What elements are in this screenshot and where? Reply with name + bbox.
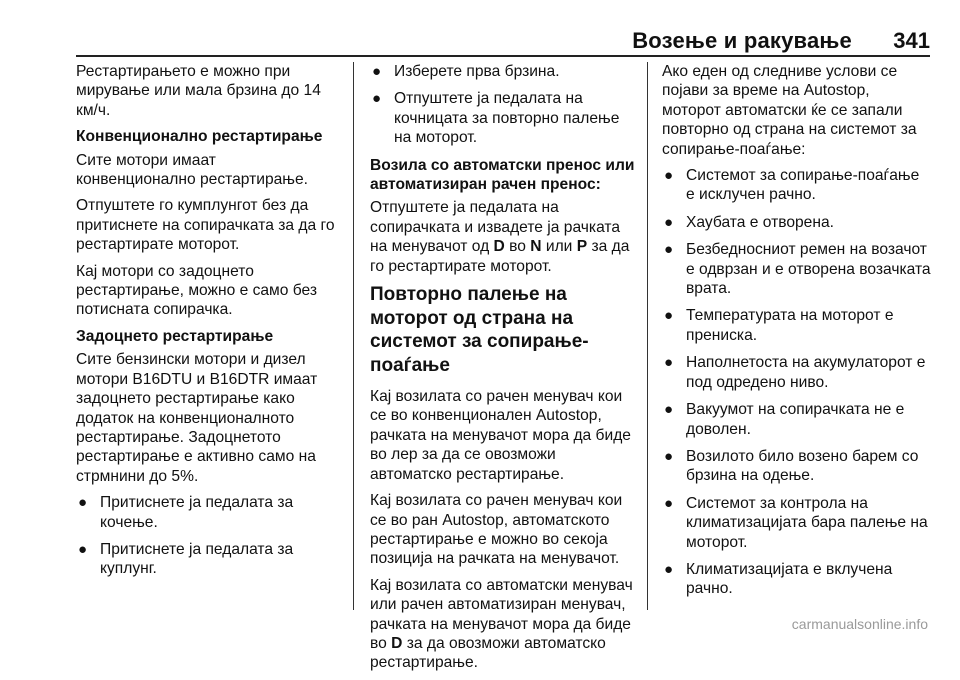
text-run: Кај возилата со автоматски менувач или рачен автоматизиран менувач, рачката на менувачот мора да биде во — [370, 576, 633, 652]
list-item — [370, 62, 638, 81]
list-item — [662, 353, 932, 392]
list-item-text: Отпуштете ја педалата на кочницата за повторно палење на моторот. — [394, 90, 620, 147]
list-item — [662, 240, 932, 298]
paragraph — [370, 198, 638, 276]
list-item-text: Безбедносниот ремен на возачот е одврзан и е отворена возачката врата. — [686, 241, 931, 298]
list-item-text: Вакуумот на сопирачката не е доволен. — [686, 401, 905, 438]
paragraph: Сите мотори имаат конвенционално рестартирање. — [76, 151, 308, 189]
paragraph — [370, 576, 638, 673]
bullet-icon: ● — [664, 307, 674, 325]
bullet-icon: ● — [664, 560, 674, 578]
column-1 — [76, 62, 338, 587]
list-item — [662, 213, 932, 232]
section-heading: Повторно палење на моторот од страна на системот за сопирање-поаѓање — [370, 284, 589, 376]
bullet-icon: ● — [372, 63, 382, 80]
list-item-text: Наполнетоста на акумулаторот е под одредено ниво. — [686, 354, 926, 391]
list-item-text: Притиснете ја педалата за кочење. — [100, 494, 294, 531]
subheading: Конвенционално рестартирање — [76, 128, 323, 146]
list-item-text: Системот за сопирање-поаѓање е исклучен рачно. — [686, 167, 920, 204]
paragraph: Отпуштете го кумплунгот без да притиснете на сопирачката за да го рестартирате моторот. — [76, 197, 335, 254]
list-item — [370, 89, 638, 147]
bullet-icon: ● — [664, 213, 674, 231]
header-rule — [76, 55, 930, 57]
watermark: carmanualsonline.info — [791, 616, 928, 632]
page-header — [0, 0, 960, 58]
paragraph: Кај мотори со задоцнето рестартирање, можно е само без потиснатa сопирачка. — [76, 262, 318, 319]
gear-letter: P — [576, 238, 588, 256]
subheading: Возила со автоматски пренос или автоматизиран рачен пренос: — [370, 156, 635, 194]
list-item-text: Возилото било возено барем со брзина на одење. — [686, 447, 919, 485]
text-run: за да овозможи автоматско рестартирање. — [370, 634, 606, 672]
list-item-text: Притиснете ја педалата за куплунг. — [100, 540, 294, 578]
list-item — [662, 306, 932, 345]
text-run: Отпуштете ја педалата на сопирачката и извадете ја рачката на менувачот од — [370, 199, 621, 256]
section-title: Возење и ракување — [632, 28, 852, 53]
bullet-icon: ● — [78, 494, 88, 512]
list-item — [76, 540, 338, 579]
list-item — [662, 166, 932, 205]
list-item — [662, 400, 932, 439]
list-item-text: Климатизацијата е вклучена рачно. — [686, 560, 893, 598]
list-item — [662, 560, 932, 599]
gear-letter: D — [493, 238, 505, 256]
bullet-icon: ● — [664, 354, 674, 372]
bullet-icon: ● — [664, 447, 674, 465]
text-run: за да го рестартирате моторот. — [370, 238, 630, 275]
paragraph: Кај возилата со рачен менувач кои се во конвенционален Autostop, рачката на менувачот мора да биде во лер за да се овозможи автоматско рестартирање. — [370, 388, 631, 483]
subheading: Задоцнето рестартирање — [76, 327, 274, 345]
paragraph: Рестартирањето е можно при мирување или мала брзина до 14 км/ч. — [76, 63, 321, 119]
list-item — [76, 493, 338, 532]
bullet-list — [662, 166, 932, 599]
list-item-text: Системот за контрола на климатизацијата бара палење на моторот. — [686, 494, 928, 551]
bullet-icon: ● — [372, 90, 382, 108]
column-divider-1 — [353, 62, 354, 610]
column-3 — [662, 62, 932, 607]
list-item — [662, 447, 932, 486]
bullet-icon: ● — [664, 494, 674, 512]
paragraph: Кај возилата со рачен менувач кои се во ран Autostop, автоматското рестартирање е можно во секоја позиција на рачката на менувачот. — [370, 492, 623, 568]
list-item-text: Температурата на моторот е прениска. — [686, 307, 894, 344]
paragraph: Ако еден од следниве услови се појави за време на Autostop, моторот автоматски ќе се запали повторно од страна на системот за сопирање-поаѓање: — [662, 63, 917, 158]
gear-letter: N — [530, 238, 542, 256]
list-item-text: Изберете прва брзина. — [394, 63, 560, 80]
bullet-icon: ● — [664, 241, 674, 259]
bullet-icon: ● — [664, 401, 674, 419]
list-item-text: Хаубата е отворена. — [686, 213, 834, 231]
bullet-list — [370, 62, 638, 148]
page-number: 341 — [893, 28, 930, 53]
list-item — [662, 494, 932, 552]
column-2 — [370, 62, 638, 680]
bullet-icon: ● — [664, 167, 674, 185]
bullet-icon: ● — [78, 540, 88, 558]
paragraph: Сите бензински мотори и дизел мотори B16DTU и B16DTR имаат задоцнето рестартирање како додаток на конвенционалното рестартирање. Задоцнетото рестартирање е активно само на стрмнини до 5%. — [76, 351, 318, 485]
text-run: или — [541, 238, 577, 256]
bullet-list — [76, 493, 338, 579]
text-run: во — [504, 238, 531, 256]
column-divider-2 — [647, 62, 648, 610]
gear-letter: D — [391, 634, 403, 652]
